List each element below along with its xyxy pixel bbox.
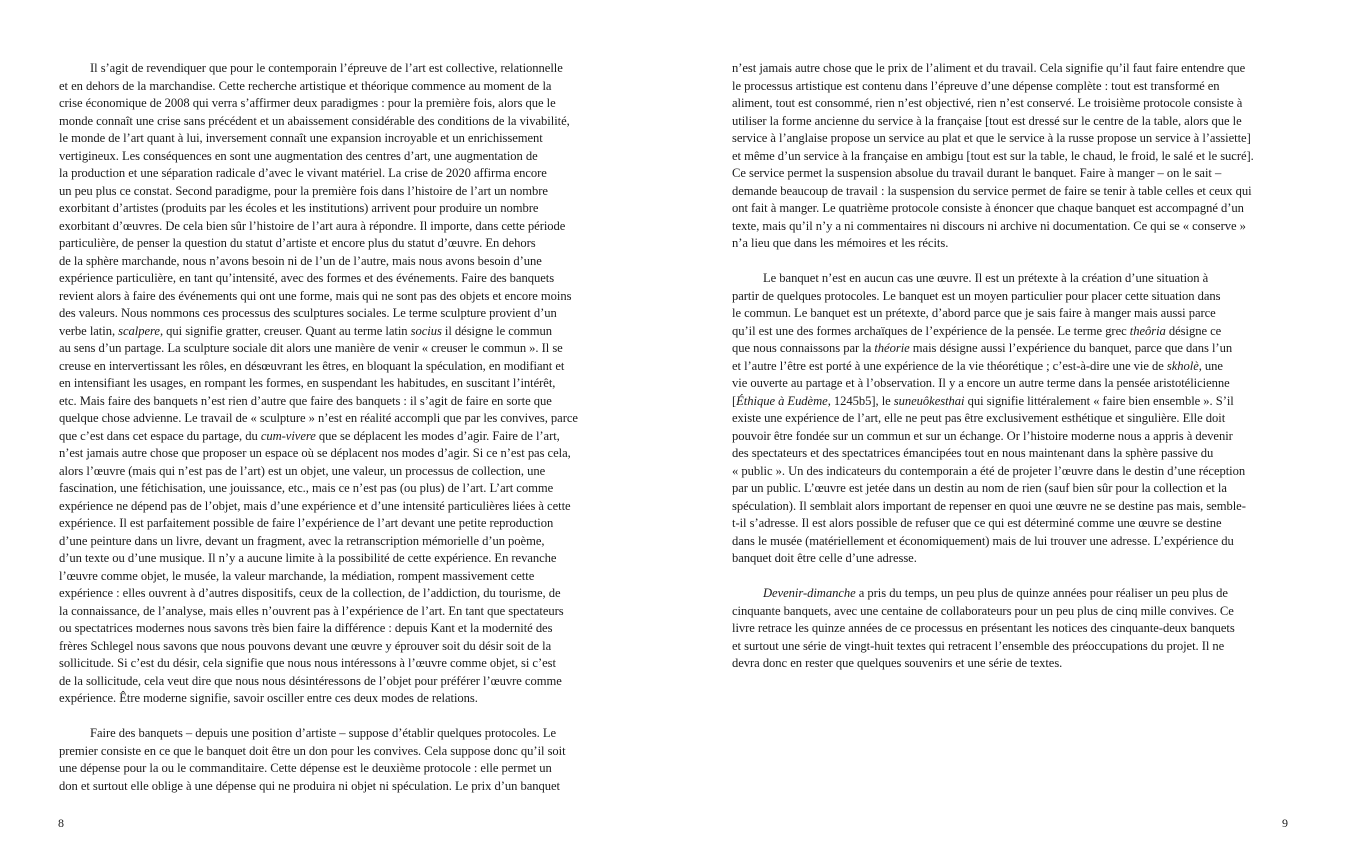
text-line: frères Schlegel nous savons que nous pouvons devant une œuvre y éprouver soit du désir soit de la (59, 638, 552, 653)
text-line: aliment, tout est consommé, rien n’est objectivé, rien n’est conservé. Le troisième protocole consiste à (732, 96, 1243, 110)
paragraph (732, 60, 1288, 253)
text-line: crise économique de 2008 qui verra s’affirmer deux paradigmes : pour la première fois, alors que le (59, 96, 556, 110)
text-line: la connaissance, de l’analyse, mais elles n’ouvrent pas à l’expérience de l’art. En tant que spectateurs (59, 603, 564, 618)
text-line: spéculation). Il semblait alors important de repenser en quoi une œuvre ne se destine pas mais, semble- (732, 498, 1246, 513)
text-line: expérience particulière, en tant qu’intensité, avec des formes et des événements. Faire des banquets (59, 271, 555, 285)
text-line: l’œuvre comme objet, le musée, la valeur marchande, la médiation, rompent massivement cette (59, 568, 535, 583)
text-line: expérience. Être moderne signifie, savoir osciller entre ces deux modes de relations. (59, 691, 478, 705)
text-line: Ce service permet la suspension absolue du travail durant le banquet. Faire à manger – on le sait – (732, 166, 1222, 180)
text-line: expérience ne dépend pas de l’objet, mais d’une expérience et d’une intensité particulières liées à cette (59, 498, 571, 513)
text-line: un peu plus ce constat. Second paradigme, pour la première fois dans l’histoire de l’art un nombre (59, 183, 548, 198)
text-line: d’une peinture dans un livre, devant un fragment, avec la retranscription mémorielle d’un poème, (59, 533, 545, 548)
right-page (673, 0, 1346, 858)
text-line: exorbitant d’œuvres. De cela bien sûr l’histoire de l’art aura à répondre. Il importe, dans cette période (59, 218, 566, 233)
text-line: fascination, une fétichisation, une jouissance, etc., mais ce n’est pas (ou plus) de l’art. L’art comme (59, 481, 554, 495)
text-line: vie ouverte au partage et à l’observation. Il y a encore un autre terme dans la pensée aristotélicienne (732, 376, 1230, 390)
text-line: ont fait à manger. Le quatrième protocole consiste à énoncer que chaque banquet est accompagné d’un (732, 201, 1244, 215)
text-line: au sens d’un partage. La sculpture sociale dit alors une manière de venir « creuser le commun ». Il se (59, 341, 563, 355)
text-line: d’un texte ou d’une musique. Il n’y a aucune limite à la possibilité de cette expérience. En revanche (59, 551, 557, 565)
text-line: et même d’un service à la française en ambigu [tout est sur la table, le chaud, le froid, le salé et le sucré]. (732, 148, 1254, 163)
text-line: devra donc en rester que quelques souvenirs et une série de textes. (732, 656, 1063, 670)
text-line: que nous connaissons par la théorie mais désigne aussi l’expérience du banquet, parce que dans l’un (732, 341, 1233, 355)
text-line: creuse en intervertissant les rôles, en désœuvrant les êtres, en bloquant la spéculation, en modifiant et (59, 358, 565, 373)
text-line: etc. Mais faire des banquets n’est rien d’autre que faire des banquets : il s’agit de faire en sorte que (59, 393, 552, 408)
text-line: n’est jamais autre chose que proposer un espace où se déplacent nos modes d’agir. Si ce n’est pas cela, (59, 446, 571, 460)
text-line: exorbitant d’artistes (produits par les écoles et les institutions) arrivent pour produire un nombre (59, 201, 539, 215)
text-line: partir de quelques protocoles. Le banquet est un moyen particulier pour placer cette situation dans (732, 288, 1221, 303)
text-line: le processus artistique est contenu dans l’épreuve d’une dépense complète : tout est transformé en (732, 78, 1220, 93)
text-line: Le banquet n’est en aucun cas une œuvre. Il est un prétexte à la création d’une situation à (763, 271, 1209, 285)
text-line: Faire des banquets – depuis une position d’artiste – suppose d’établir quelques protocoles. Le (90, 726, 557, 740)
paragraph (59, 60, 615, 708)
text-line: en intensifiant les usages, en rompant les formes, en suspendant les habitudes, en suscitant l’intérêt, (59, 376, 556, 390)
text-line: revient alors à faire des événements qui ont une forme, mais qui ne sont pas des objets et encore moins (59, 288, 572, 303)
paragraph (59, 725, 615, 795)
text-line: banquet doit être celle d’une adresse. (732, 551, 917, 565)
text-line: expérience : elles ouvrent à d’autres dispositifs, ceux de la collection, de l’addiction, du tourisme, de (59, 586, 561, 600)
text-line: le monde de l’art quant à lui, inversement connaît une expansion incroyable et un enrichissement (59, 131, 543, 145)
text-line: le commun. Le banquet est un prétexte, d’abord parce que je sais faire à manger mais aussi parce (732, 306, 1216, 320)
text-line: et l’autre l’être est porté à une expérience de la vie théorétique ; c’est-à-dire une vie de skholè, une (732, 358, 1223, 373)
text-line: que c’est dans cet espace du partage, du cum-vivere que se déplacent les modes d’agir. Faire de l’art, (59, 428, 560, 443)
text-line: cinquante banquets, avec une centaine de collaborateurs pour un peu plus de cinq mille convives. Ce (732, 603, 1234, 618)
text-line: verbe latin, scalpere, qui signifie gratter, creuser. Quant au terme latin socius il désigne le commun (59, 323, 553, 338)
page-number-left: 8 (58, 816, 64, 830)
text-line: t-il s’adresse. Il est alors possible de refuser que ce qui est déterminé comme une œuvre se destine (732, 516, 1222, 530)
text-line: existe une expérience de l’art, elle ne peut pas être exclusivement esthétique et singulière. Elle doit (732, 411, 1226, 425)
text-line: texte, mais qu’il n’y a ni commentaires ni discours ni archive ni documentation. Ce qui se « conserve » (732, 218, 1246, 233)
text-line: Il s’agit de revendiquer que pour le contemporain l’épreuve de l’art est collective, relationnelle (90, 61, 563, 75)
text-line: de la sphère marchande, nous n’avons besoin ni de l’un de l’autre, mais nous avons besoin d’une (59, 253, 542, 268)
right-page-text (732, 60, 1288, 673)
text-line: demande beaucoup de travail : la suspension du service permet de faire se tenir à table celles et ceux qui (732, 183, 1252, 198)
text-line: pouvoir être fondée sur un commun et sur un échange. Or l’histoire moderne nous a appris à devenir (732, 428, 1233, 443)
text-line: dans le musée (matériellement et économiquement) mais de lui trouver une adresse. L’expérience du (732, 533, 1234, 548)
left-page-text (59, 60, 615, 795)
text-line: et en dehors de la marchandise. Cette recherche artistique et théorique commence au moment de la (59, 78, 552, 93)
text-line: utiliser la forme ancienne du service à la française [tout est dressé sur le centre de la table, alors que le (732, 113, 1242, 128)
text-line: par un public. L’œuvre est jetée dans un destin au nom de rien (sauf bien sûr pour la collection et la (732, 481, 1227, 495)
text-line: sollicitude. Si c’est du désir, cela signifie que nous nous intéressons à l’œuvre comme objet, si c’est (59, 656, 556, 670)
text-line: quelque chose advienne. Le travail de « sculpture » n’est en réalité accompli que par les convives, parce (59, 411, 578, 425)
text-line: livre retrace les quinze années de ce processus en présentant les notices des cinquante-deux banquets (732, 621, 1235, 635)
text-line: ou spectatrices modernes nous savons très bien faire la différence : depuis Kant et la modernité des (59, 621, 553, 635)
text-line: une dépense pour la ou le commanditaire. Cette dépense est le deuxième protocole : elle permet un (59, 761, 552, 775)
text-line: monde connaît une crise sans précédent et un abaissement considérable des conditions de la vivabilité, (59, 113, 570, 128)
text-line: [Éthique à Eudème, 1245b5], le suneuôkesthai qui signifie littéralement « faire bien ensemble ». S’il (732, 393, 1234, 408)
text-line: alors l’œuvre (mais qui n’est pas de l’art) est un objet, une valeur, un processus de collection, une (59, 463, 546, 478)
text-line: et surtout une série de vingt-huit textes qui retracent l’ensemble des préoccupations du projet. Il ne (732, 638, 1225, 653)
text-line: de la sollicitude, cela veut dire que nous nous désintéressons de l’objet pour préférer l’œuvre comme (59, 673, 562, 688)
text-line: particulière, de penser la question du statut d’artiste et encore plus du statut d’œuvre. En dehors (59, 236, 536, 250)
text-line: don et surtout elle oblige à une dépense qui ne produira ni objet ni spéculation. Le prix d’un banquet (59, 778, 560, 793)
paragraph (732, 585, 1288, 673)
text-line: la production et une séparation radicale d’avec le vivant matériel. La crise de 2020 affirma encore (59, 166, 547, 180)
text-line: des valeurs. Nous nommons ces processus des sculptures sociales. Le terme sculpture provient d’un (59, 306, 557, 320)
text-line: n’a lieu que dans les mémoires et les récits. (732, 236, 949, 250)
paragraph-gap (59, 708, 615, 726)
page-number-right: 9 (1282, 816, 1288, 830)
text-line: « public ». Un des indicateurs du contemporain a été de projeter l’œuvre dans le destin d’une réception (732, 463, 1246, 478)
paragraph-gap (732, 568, 1288, 586)
text-line: vertigineux. Les conséquences en sont une augmentation des centres d’art, une augmentation de (59, 148, 538, 163)
text-line: des spectateurs et des spectatrices émancipées tout en nous maintenant dans la sphère passive du (732, 446, 1214, 460)
text-line: qu’il est une des formes archaïques de l’expérience de la pensée. Le terme grec theôria désigne ce (732, 323, 1222, 338)
text-line: service à l’anglaise propose un service au plat et que le service à la russe propose un service à l’assiette] (732, 131, 1251, 145)
text-line: premier consiste en ce que le banquet doit être un don pour les convives. Cela suppose donc qu’il soit (59, 743, 566, 758)
text-line: Devenir-dimanche a pris du temps, un peu plus de quinze années pour réaliser un peu plus de (763, 586, 1228, 600)
text-line: expérience. Il est parfaitement possible de faire l’expérience de l’art devant une petite reproduction (59, 516, 554, 530)
paragraph-gap (732, 253, 1288, 271)
text-line: n’est jamais autre chose que le prix de l’aliment et du travail. Cela signifie qu’il faut faire entendre que (732, 61, 1246, 75)
paragraph (732, 270, 1288, 568)
